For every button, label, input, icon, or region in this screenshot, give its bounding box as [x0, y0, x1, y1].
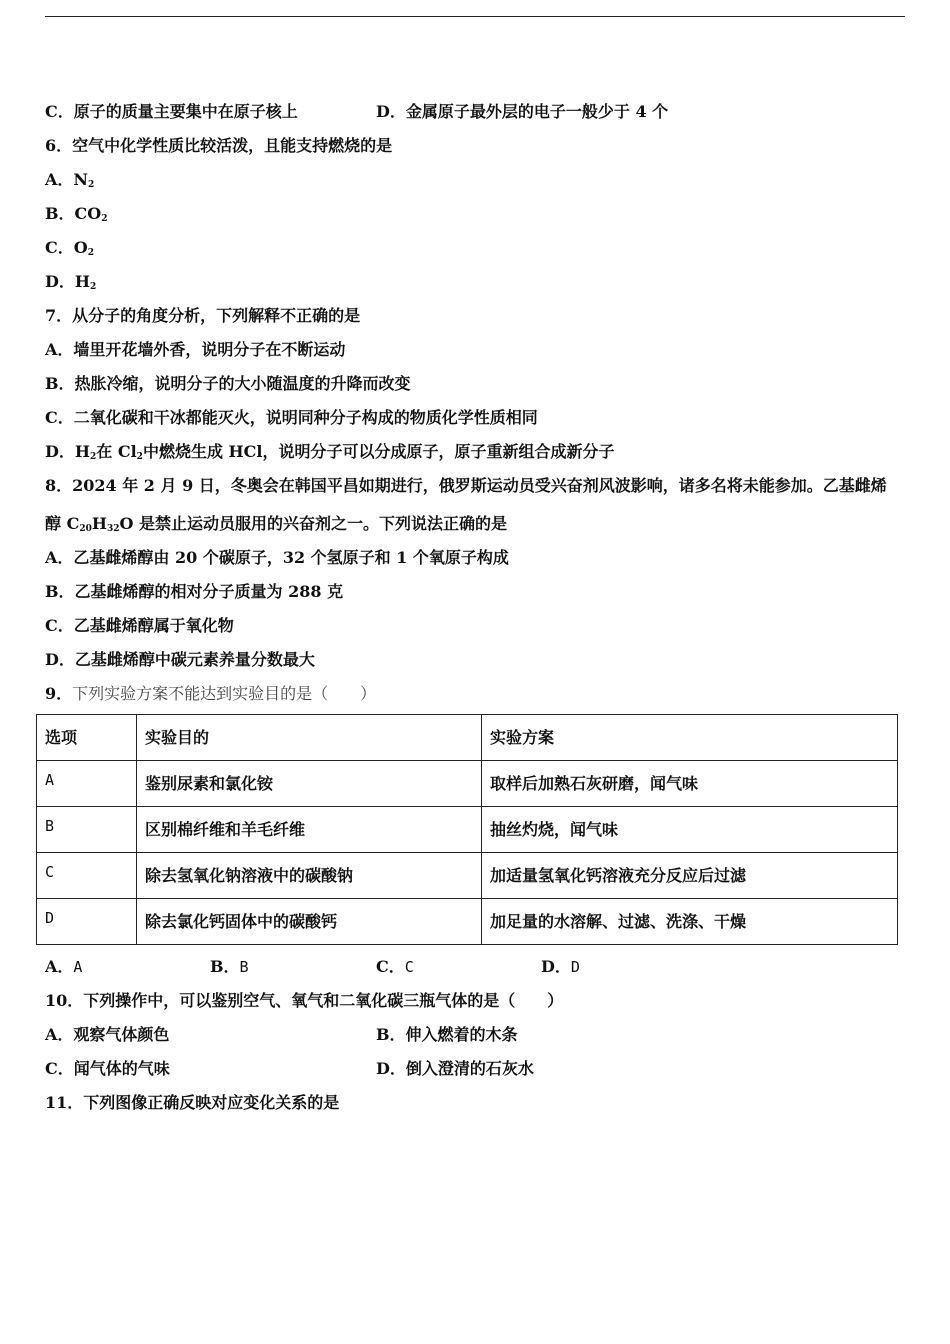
option-text: D [570, 958, 580, 976]
formula: CO [74, 204, 102, 223]
subscript: 32 [106, 524, 120, 534]
stem-text: 醇 C [45, 514, 80, 533]
table-row [37, 853, 898, 899]
option-text: A [73, 958, 83, 976]
q5-option-d[interactable] [376, 102, 668, 122]
q8-option-d[interactable]: D．乙基雌烯醇中碳元素养量分数最大 [45, 650, 315, 669]
option-label: B． [45, 204, 75, 223]
q9-option-a[interactable] [45, 957, 82, 977]
subscript: 2 [87, 248, 94, 258]
table-cell: 除去氯化钙固体中的碳酸钙 [137, 899, 482, 945]
option-label: C． [45, 238, 74, 257]
q11-stem: 11．下列图像正确反映对应变化关系的是 [45, 1093, 340, 1112]
question-number: 9． [45, 684, 73, 703]
q5-option-c[interactable] [45, 102, 298, 122]
table-cell: 取样后加熟石灰研磨，闻气味 [482, 761, 898, 807]
q8-stem-line2 [45, 514, 507, 534]
table-row [37, 899, 898, 945]
option-label: D． [45, 442, 75, 461]
option-label: C． [45, 102, 74, 121]
q6-option-b[interactable] [45, 204, 107, 224]
stem-text: 下列实验方案不能达到实验目的是（ ） [72, 684, 377, 703]
subscript: 2 [88, 180, 95, 190]
option-text: B [239, 958, 249, 976]
table-row [37, 761, 898, 807]
formula: O [73, 238, 88, 257]
formula: H [91, 514, 107, 533]
table-header: 实验方案 [482, 715, 898, 761]
option-text: C [404, 958, 414, 976]
q10-option-a[interactable]: A．观察气体颜色 [45, 1025, 170, 1044]
subscript: 2 [90, 282, 97, 292]
formula: N [73, 170, 89, 189]
option-label: D． [541, 957, 571, 976]
experiment-table [36, 714, 898, 945]
table-cell: B [37, 807, 137, 853]
subscript: 2 [136, 452, 143, 462]
option-text: 原子的质量主要集中在原子核上 [73, 102, 298, 121]
q6-stem: 6．空气中化学性质比较活泼，且能支持燃烧的是 [45, 136, 393, 155]
q8-option-b[interactable]: B．乙基雌烯醇的相对分子质量为 288 克 [45, 582, 344, 601]
q10-stem: 10．下列操作中，可以鉴别空气、氧气和二氧化碳三瓶气体的是（ ） [45, 991, 564, 1010]
q6-option-d[interactable] [45, 272, 96, 292]
q7-option-a[interactable]: A．墙里开花墙外香，说明分子在不断运动 [45, 340, 346, 359]
q10-option-b[interactable]: B．伸入燃着的木条 [376, 1025, 518, 1044]
option-label: B． [210, 957, 240, 976]
q9-option-d[interactable] [541, 957, 580, 977]
table-cell: D [37, 899, 137, 945]
table-cell: C [37, 853, 137, 899]
table-cell: 加足量的水溶解、过滤、洗涤、干燥 [482, 899, 898, 945]
formula: H [74, 442, 91, 461]
q8-stem-line1: 8．2024 年 2 月 9 日，冬奥会在韩国平昌如期进行，俄罗斯运动员受兴奋剂风波影响，诸多名将未能参加。乙基雌烯 [45, 476, 887, 495]
q7-option-b[interactable]: B．热胀冷缩，说明分子的大小随温度的升降而改变 [45, 374, 411, 393]
q7-option-d[interactable] [45, 442, 614, 462]
option-label: A． [45, 170, 74, 189]
q8-option-a[interactable]: A．乙基雌烯醇由 20 个碳原子，32 个氢原子和 1 个氧原子构成 [45, 548, 509, 567]
option-label: D． [45, 272, 75, 291]
option-text: 中燃烧生成 HCl，说明分子可以分成原子，原子重新组合成新分子 [142, 442, 615, 461]
table-cell: 抽丝灼烧，闻气味 [482, 807, 898, 853]
option-label: C． [376, 957, 405, 976]
q10-option-d[interactable]: D．倒入澄清的石灰水 [376, 1059, 534, 1078]
q6-option-c[interactable] [45, 238, 94, 258]
q10-option-c[interactable]: C．闻气体的气味 [45, 1059, 170, 1078]
subscript: 2 [90, 452, 97, 462]
q7-stem: 7．从分子的角度分析，下列解释不正确的是 [45, 306, 361, 325]
q8-option-c[interactable]: C．乙基雌烯醇属于氧化物 [45, 616, 234, 635]
subscript: 20 [79, 524, 92, 534]
q9-stem [45, 684, 376, 704]
q9-option-c[interactable] [376, 957, 414, 977]
option-text: 金属原子最外层的电子一般少于 4 个 [405, 102, 669, 121]
table-cell: A [37, 761, 137, 807]
formula: 在 Cl [96, 442, 137, 461]
header-rule [45, 16, 905, 17]
q9-option-b[interactable] [210, 957, 249, 977]
table-cell: 加适量氢氧化钙溶液充分反应后过滤 [482, 853, 898, 899]
table-cell: 区别棉纤维和羊毛纤维 [137, 807, 482, 853]
table-row [37, 807, 898, 853]
q6-option-a[interactable] [45, 170, 94, 190]
option-label: D． [376, 102, 406, 121]
table-header-row [37, 715, 898, 761]
table-cell: 鉴别尿素和氯化铵 [137, 761, 482, 807]
q7-option-c[interactable]: C．二氧化碳和干冰都能灭火，说明同种分子构成的物质化学性质相同 [45, 408, 538, 427]
table-cell: 除去氢氧化钠溶液中的碳酸钠 [137, 853, 482, 899]
table-header: 实验目的 [137, 715, 482, 761]
subscript: 2 [101, 214, 108, 224]
stem-text: O 是禁止运动员服用的兴奋剂之一。下列说法正确的是 [119, 514, 508, 533]
formula: H [74, 272, 91, 291]
table-header: 选项 [37, 715, 137, 761]
option-label: A． [45, 957, 74, 976]
